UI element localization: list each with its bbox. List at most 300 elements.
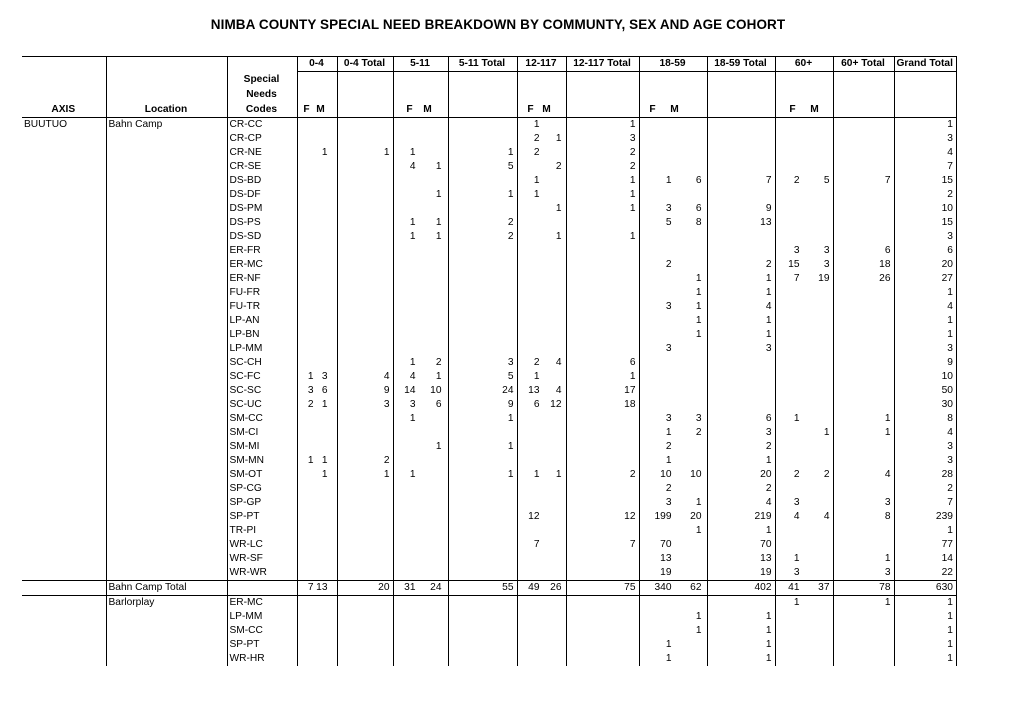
sex-value-cell: [775, 188, 833, 202]
sex-value-cell: [639, 328, 707, 342]
table-row: [22, 356, 956, 370]
group-total-cell: 13: [707, 216, 775, 230]
female-value: 1: [665, 653, 672, 664]
female-value: 31: [404, 582, 416, 593]
code-cell: DS-DF: [227, 188, 297, 202]
sex-value-cell: [297, 552, 337, 566]
axis-cell: [22, 286, 106, 300]
sex-value-cell: [393, 440, 448, 454]
axis-cell: [22, 356, 106, 370]
sex-value-cell: [775, 552, 833, 566]
female-value: 1: [793, 553, 800, 564]
sex-subheader: F M: [297, 72, 337, 118]
axis-cell: [22, 538, 106, 552]
female-value: 3: [665, 497, 672, 508]
group-total-cell: [448, 314, 517, 328]
female-value: 2: [793, 469, 800, 480]
group-total-cell: 1: [448, 188, 517, 202]
sex-value-cell: [775, 216, 833, 230]
group-total-cell: 2: [566, 146, 639, 160]
group-total-cell: 19: [707, 566, 775, 581]
grand-total-cell: 2: [894, 188, 956, 202]
axis-cell: [22, 174, 106, 188]
table-row: [22, 160, 956, 174]
sex-value-cell: [517, 202, 566, 216]
location-cell: [106, 314, 227, 328]
male-value: 26: [550, 582, 562, 593]
sex-value-cell: [297, 426, 337, 440]
location-cell: [106, 342, 227, 356]
sex-value-cell: [517, 538, 566, 552]
grand-total-cell: 1: [894, 328, 956, 342]
group-total-cell: [448, 174, 517, 188]
group-total-cell: 1: [707, 286, 775, 300]
sex-value-cell: [297, 440, 337, 454]
group-total-cell: 1: [566, 202, 639, 216]
sex-value-cell: [393, 202, 448, 216]
male-value: 1: [695, 273, 702, 284]
group-total-cell: [833, 160, 894, 174]
group-total-cell: 2: [448, 216, 517, 230]
table-row: [22, 328, 956, 342]
grand-total-cell: 1: [894, 638, 956, 652]
sex-value-cell: [393, 160, 448, 174]
code-cell: ER-NF: [227, 272, 297, 286]
male-value: 6: [695, 175, 702, 186]
group-total-cell: [448, 258, 517, 272]
group-total-cell: 4: [833, 468, 894, 482]
group-total-cell: [833, 384, 894, 398]
grand-total-cell: 1: [894, 624, 956, 638]
male-value: 1: [435, 217, 442, 228]
code-cell: DS-SD: [227, 230, 297, 244]
sex-value-cell: [393, 384, 448, 398]
col-header: Grand Total: [894, 57, 956, 72]
sex-value-cell: [393, 174, 448, 188]
female-value: 19: [660, 567, 672, 578]
code-cell: [227, 581, 297, 596]
group-total-cell: [707, 384, 775, 398]
sex-value-cell: [775, 566, 833, 581]
group-total-cell: [566, 440, 639, 454]
grand-total-cell: 6: [894, 244, 956, 258]
grand-total-cell: 7: [894, 496, 956, 510]
female-value: 2: [533, 357, 540, 368]
group-total-cell: [337, 652, 393, 666]
location-cell: [106, 244, 227, 258]
location-cell: [106, 188, 227, 202]
location-total-row: [22, 581, 956, 596]
sex-value-cell: [639, 581, 707, 596]
group-total-cell: 402: [707, 581, 775, 596]
sex-value-cell: [297, 356, 337, 370]
sex-value-cell: [393, 538, 448, 552]
group-total-cell: [448, 524, 517, 538]
sex-value-cell: [775, 652, 833, 666]
male-value: 6: [321, 385, 328, 396]
group-total-cell: [448, 132, 517, 146]
sex-value-cell: [639, 610, 707, 624]
sex-value-cell: [393, 412, 448, 426]
group-total-cell: [566, 482, 639, 496]
group-total-cell: [833, 398, 894, 412]
table-row: [22, 216, 956, 230]
group-total-cell: [566, 652, 639, 666]
table-row: [22, 496, 956, 510]
code-cell: SM-MN: [227, 454, 297, 468]
group-total-cell: [448, 118, 517, 133]
male-value: 13: [316, 582, 328, 593]
group-total-cell: [448, 454, 517, 468]
sex-value-cell: [639, 454, 707, 468]
group-total-cell: 1: [707, 610, 775, 624]
location-cell: [106, 652, 227, 666]
location-cell: [106, 202, 227, 216]
sex-value-cell: [517, 638, 566, 652]
sex-value-cell: [517, 244, 566, 258]
sex-value-cell: [775, 581, 833, 596]
group-total-cell: 1: [337, 468, 393, 482]
location-cell: [106, 454, 227, 468]
group-total-cell: 12: [566, 510, 639, 524]
code-cell: SM-MI: [227, 440, 297, 454]
group-total-cell: 219: [707, 510, 775, 524]
sex-value-cell: [639, 596, 707, 611]
axis-cell: [22, 244, 106, 258]
group-total-cell: [833, 482, 894, 496]
group-total-cell: [337, 272, 393, 286]
group-total-cell: 1: [833, 412, 894, 426]
grand-total-cell: 7: [894, 160, 956, 174]
group-total-cell: [566, 342, 639, 356]
sex-value-cell: [517, 230, 566, 244]
group-total-cell: [337, 440, 393, 454]
group-total-cell: 18: [833, 258, 894, 272]
sex-value-cell: [393, 552, 448, 566]
group-total-cell: [566, 244, 639, 258]
group-total-cell: [566, 314, 639, 328]
group-total-cell: [337, 258, 393, 272]
axis-cell: [22, 638, 106, 652]
table-row: [22, 286, 956, 300]
code-cell: SP-GP: [227, 496, 297, 510]
sex-value-cell: [517, 412, 566, 426]
axis-cell: [22, 566, 106, 581]
group-total-cell: [448, 610, 517, 624]
sex-value-cell: [775, 440, 833, 454]
group-total-cell: [566, 524, 639, 538]
group-total-cell: [337, 552, 393, 566]
axis-cell: [22, 188, 106, 202]
group-total-cell: [833, 188, 894, 202]
location-header: Location: [106, 72, 227, 118]
group-total-cell: 2: [707, 482, 775, 496]
axis-cell: [22, 440, 106, 454]
group-total-cell: [707, 356, 775, 370]
sex-value-cell: [639, 216, 707, 230]
female-value: 1: [793, 597, 800, 608]
sex-value-cell: [393, 524, 448, 538]
axis-cell: BUUTUO: [24, 119, 68, 130]
group-total-cell: [337, 412, 393, 426]
sex-value-cell: [297, 482, 337, 496]
location-cell: [106, 482, 227, 496]
group-total-cell: [833, 440, 894, 454]
sex-value-cell: [639, 638, 707, 652]
sex-value-cell: [297, 342, 337, 356]
group-total-cell: [448, 638, 517, 652]
female-value: 6: [533, 399, 540, 410]
col-header: 18-59 Total: [707, 57, 775, 72]
sex-value-cell: [297, 216, 337, 230]
location-cell: [106, 258, 227, 272]
sex-value-cell: [775, 146, 833, 160]
group-total-cell: [337, 566, 393, 581]
code-cell: SC-FC: [227, 370, 297, 384]
group-total-cell: [833, 118, 894, 133]
axis-cell: [22, 624, 106, 638]
code-cell: SC-SC: [227, 384, 297, 398]
table-row: [22, 272, 956, 286]
location-cell: [106, 610, 227, 624]
group-total-cell: 4: [707, 300, 775, 314]
group-total-cell: 3: [566, 132, 639, 146]
group-total-cell: 2: [707, 258, 775, 272]
code-cell: SP-CG: [227, 482, 297, 496]
group-total-cell: 7: [833, 174, 894, 188]
code-cell: SC-CH: [227, 356, 297, 370]
header-label-row: [22, 72, 956, 118]
sex-value-cell: [517, 300, 566, 314]
group-total-cell: [566, 412, 639, 426]
sex-value-cell: [775, 160, 833, 174]
group-total-cell: [337, 174, 393, 188]
sex-value-cell: [775, 118, 833, 133]
group-total-cell: 7: [566, 538, 639, 552]
sex-value-cell: [393, 244, 448, 258]
sex-value-cell: [775, 230, 833, 244]
male-value: 10: [690, 469, 702, 480]
male-value: 2: [695, 427, 702, 438]
code-cell: WR-WR: [227, 566, 297, 581]
sex-value-cell: [775, 286, 833, 300]
col-header: 0-4: [297, 57, 337, 72]
group-total-cell: [833, 638, 894, 652]
table-row: [22, 652, 956, 666]
female-value: 3: [665, 343, 672, 354]
sex-subheader: F M: [639, 72, 707, 118]
grand-total-cell: 3: [894, 440, 956, 454]
male-value: 3: [321, 371, 328, 382]
group-total-cell: [707, 230, 775, 244]
male-value: 1: [695, 611, 702, 622]
female-value: 2: [793, 175, 800, 186]
group-total-cell: [448, 552, 517, 566]
grand-total-cell: 1: [894, 118, 956, 133]
sex-value-cell: [639, 160, 707, 174]
male-value: 1: [321, 469, 328, 480]
female-value: 3: [665, 413, 672, 424]
group-total-cell: [833, 314, 894, 328]
group-total-cell: [448, 538, 517, 552]
sex-value-cell: [393, 328, 448, 342]
group-total-cell: 20: [707, 468, 775, 482]
sex-value-cell: [297, 300, 337, 314]
female-value: 70: [660, 539, 672, 550]
group-total-cell: [448, 244, 517, 258]
grand-total-cell: 20: [894, 258, 956, 272]
group-total-cell: [337, 596, 393, 611]
female-value: 2: [307, 399, 314, 410]
sex-value-cell: [639, 188, 707, 202]
sex-value-cell: [775, 272, 833, 286]
location-cell: [106, 552, 227, 566]
group-total-cell: 9: [707, 202, 775, 216]
table-row: [22, 454, 956, 468]
group-total-cell: [833, 328, 894, 342]
group-total-cell: 1: [707, 638, 775, 652]
sex-value-cell: [517, 146, 566, 160]
group-total-cell: [448, 596, 517, 611]
sex-value-cell: [393, 216, 448, 230]
female-value: 1: [533, 469, 540, 480]
group-total-cell: [337, 244, 393, 258]
grand-total-cell: 1: [894, 652, 956, 666]
special-needs-table: [22, 56, 957, 666]
group-total-cell: 3: [337, 398, 393, 412]
sex-value-cell: [775, 328, 833, 342]
sex-value-cell: [775, 454, 833, 468]
sex-value-cell: [639, 652, 707, 666]
table-row: [22, 230, 956, 244]
group-total-cell: 55: [448, 581, 517, 596]
code-cell: LP-MM: [227, 610, 297, 624]
group-total-cell: 70: [707, 538, 775, 552]
grand-total-cell: 4: [894, 426, 956, 440]
group-total-cell: 1: [566, 188, 639, 202]
group-total-cell: 24: [448, 384, 517, 398]
group-total-cell: [566, 552, 639, 566]
grand-total-cell: 630: [894, 581, 956, 596]
group-total-cell: [833, 342, 894, 356]
code-cell: SC-UC: [227, 398, 297, 412]
group-total-cell: 20: [337, 581, 393, 596]
grand-total-cell: 1: [894, 524, 956, 538]
female-value: 1: [665, 455, 672, 466]
sex-value-cell: [639, 342, 707, 356]
group-total-cell: 9: [337, 384, 393, 398]
code-cell: WR-LC: [227, 538, 297, 552]
group-total-cell: [337, 510, 393, 524]
table-row: [22, 146, 956, 160]
male-value: 37: [818, 582, 830, 593]
axis-cell: [22, 328, 106, 342]
sex-value-cell: [393, 596, 448, 611]
sex-value-cell: [297, 412, 337, 426]
sex-value-cell: [297, 174, 337, 188]
sex-value-cell: [297, 272, 337, 286]
female-value: 1: [307, 455, 314, 466]
table-row: [22, 314, 956, 328]
group-total-cell: [707, 398, 775, 412]
sex-value-cell: [517, 160, 566, 174]
female-value: 5: [665, 217, 672, 228]
female-value: 2: [533, 133, 540, 144]
female-value: 7: [533, 539, 540, 550]
col-header: 12-117: [517, 57, 566, 72]
group-total-cell: [833, 230, 894, 244]
location-cell: [106, 468, 227, 482]
group-total-cell: [337, 230, 393, 244]
group-total-cell: 1: [448, 412, 517, 426]
grand-total-cell: 3: [894, 454, 956, 468]
male-value: 20: [690, 511, 702, 522]
sex-value-cell: [517, 596, 566, 611]
sex-value-cell: [775, 538, 833, 552]
group-total-cell: 1: [566, 370, 639, 384]
group-total-cell: 3: [448, 356, 517, 370]
sex-value-cell: [639, 286, 707, 300]
group-total-cell: 5: [448, 160, 517, 174]
female-value: 7: [793, 273, 800, 284]
sex-value-cell: [775, 314, 833, 328]
male-value: 1: [435, 189, 442, 200]
group-total-cell: 1: [448, 146, 517, 160]
location-cell: [106, 538, 227, 552]
female-value: 1: [533, 119, 540, 130]
group-total-cell: [833, 370, 894, 384]
sex-value-cell: [517, 552, 566, 566]
sex-value-cell: [775, 356, 833, 370]
table-row: [22, 538, 956, 552]
female-value: 1: [533, 175, 540, 186]
group-total-cell: [566, 328, 639, 342]
sex-value-cell: [393, 510, 448, 524]
group-total-cell: 1: [707, 524, 775, 538]
sex-value-cell: [639, 300, 707, 314]
sex-value-cell: [297, 398, 337, 412]
sex-value-cell: [775, 132, 833, 146]
axis-cell: [22, 552, 106, 566]
table-row: [22, 482, 956, 496]
axis-cell: [22, 482, 106, 496]
sex-value-cell: [775, 412, 833, 426]
female-value: 2: [665, 259, 672, 270]
location-cell: [106, 132, 227, 146]
table-row: [22, 384, 956, 398]
sex-value-cell: [297, 286, 337, 300]
sex-subheader: F M: [775, 72, 833, 118]
table-row: [22, 202, 956, 216]
sex-value-cell: [393, 426, 448, 440]
group-total-cell: [833, 652, 894, 666]
sex-value-cell: [775, 174, 833, 188]
group-total-cell: 17: [566, 384, 639, 398]
male-value: 1: [823, 427, 830, 438]
sex-value-cell: [297, 230, 337, 244]
female-value: 3: [409, 399, 416, 410]
sex-value-cell: [393, 342, 448, 356]
group-total-cell: 1: [566, 174, 639, 188]
group-total-cell: [566, 566, 639, 581]
axis-cell: [22, 496, 106, 510]
sex-value-cell: [393, 300, 448, 314]
male-value: 1: [435, 231, 442, 242]
sex-value-cell: [517, 581, 566, 596]
sex-value-cell: [517, 342, 566, 356]
sex-value-cell: [297, 624, 337, 638]
sex-value-cell: [775, 638, 833, 652]
